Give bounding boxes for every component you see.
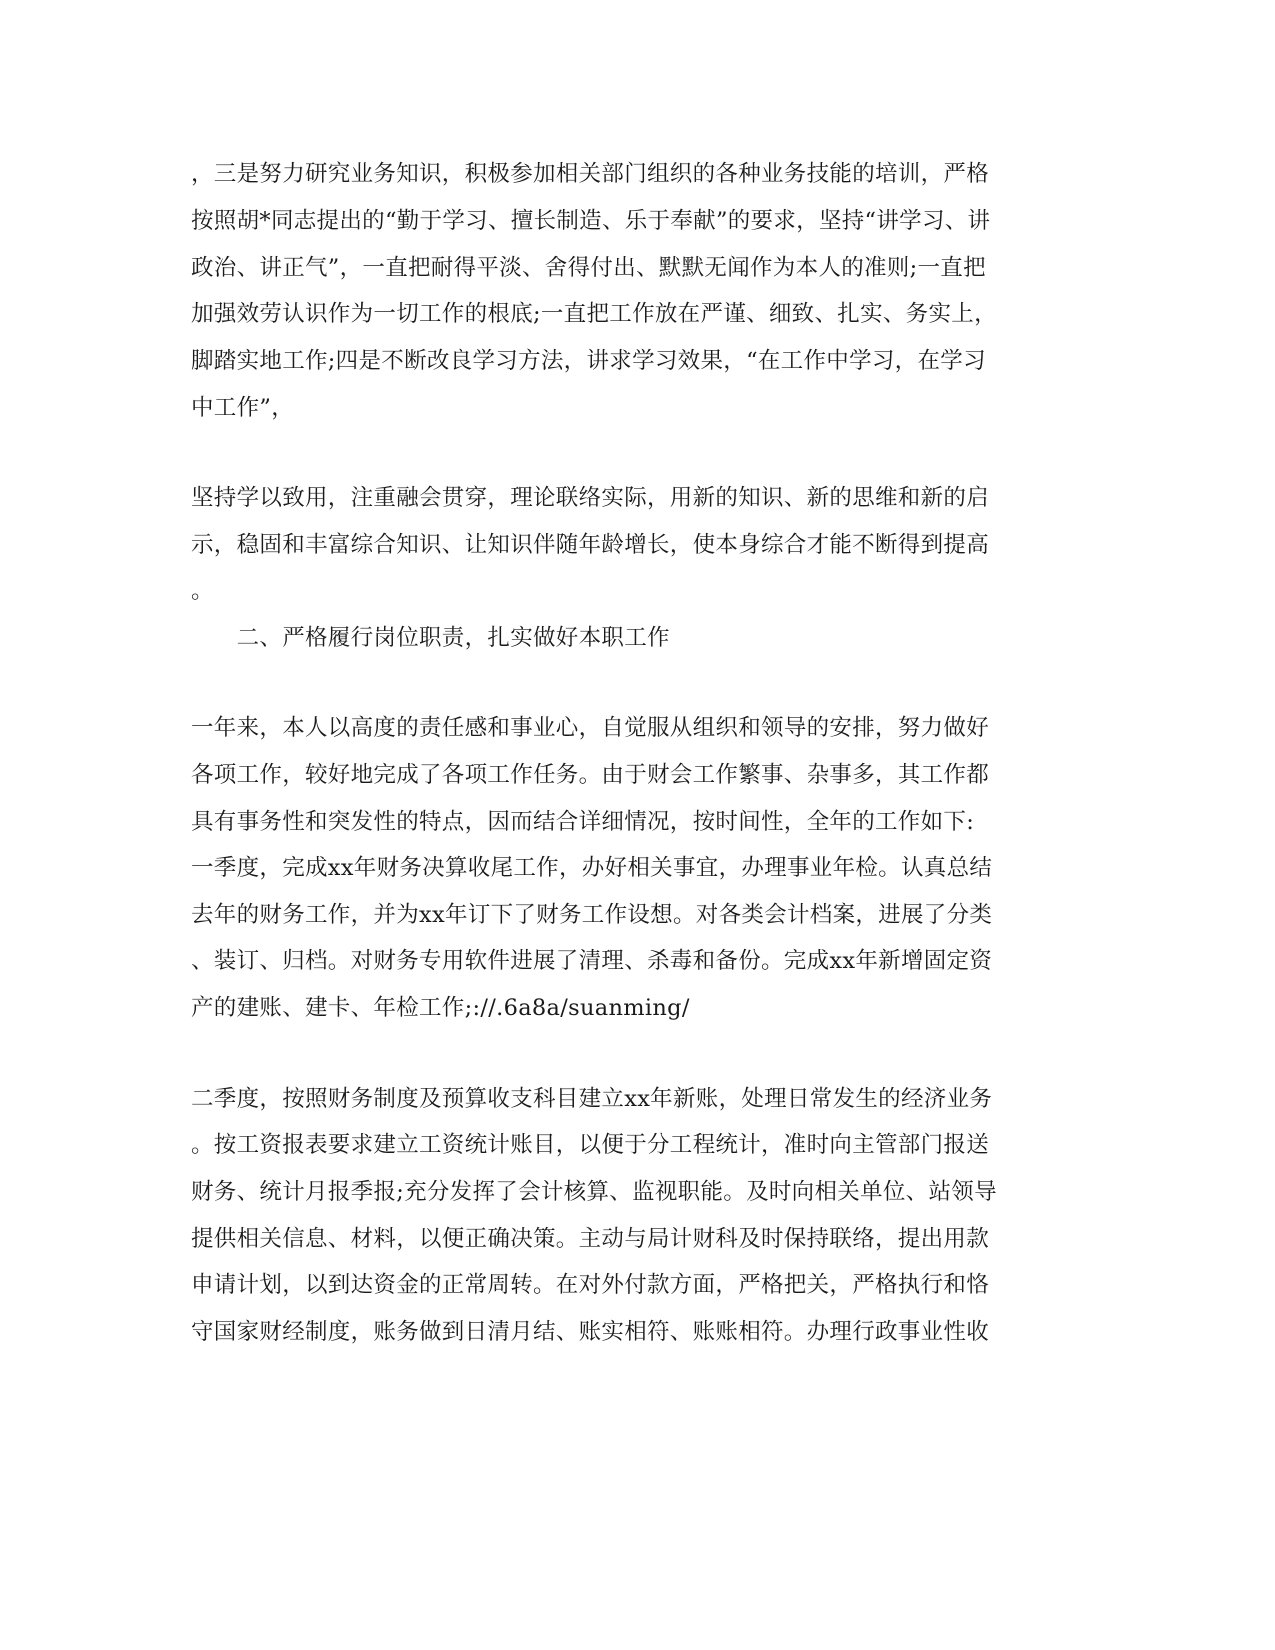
text-line: 产的建账、建卡、年检工作;://.6a8a/suanming/ (191, 995, 690, 1021)
text-line: 申请计划，以到达资金的正常周转。在对外付款方面，严格把关，严格执行和恪 (191, 1272, 990, 1298)
text-line: 政治、讲正气”，一直把耐得平淡、舍得付出、默默无闻作为本人的准则;一直把 (191, 255, 986, 281)
text-line: 各项工作，较好地完成了各项工作任务。由于财会工作繁事、杂事多，其工作都 (191, 762, 990, 788)
text-line: 去年的财务工作，并为xx年订下了财务工作设想。对各类会计档案，进展了分类 (191, 902, 993, 928)
text-line: 。 (191, 578, 214, 604)
text-line: ，三是努力研究业务知识，积极参加相关部门组织的各种业务技能的培训，严格 (191, 161, 990, 187)
text-line: 具有事务性和突发性的特点，因而结合详细情况，按时间性，全年的工作如下: (191, 809, 975, 835)
text-line: 提供相关信息、材料，以便正确决策。主动与局计财科及时保持联络，提出用款 (191, 1226, 990, 1252)
text-line: 中工作”， (191, 395, 295, 421)
text-line: 二季度，按照财务制度及预算收支科目建立xx年新账，处理日常发生的经济业务 (191, 1086, 993, 1112)
text-line: 按照胡*同志提出的“勤于学习、擅长制造、乐于奉献”的要求，坚持“讲学习、讲 (191, 208, 991, 234)
text-line: 守国家财经制度，账务做到日清月结、账实相符、账账相符。办理行政事业性收 (191, 1319, 990, 1345)
section-heading: 二、严格履行岗位职责，扎实做好本职工作 (191, 625, 670, 651)
text-line: 财务、统计月报季报;充分发挥了会计核算、监视职能。及时向相关单位、站领导 (191, 1179, 997, 1205)
text-line: 。按工资报表要求建立工资统计账目，以便于分工程统计，准时向主管部门报送 (191, 1132, 990, 1158)
text-line: 脚踏实地工作;四是不断改良学习方法，讲求学习效果，“在工作中学习，在学习 (191, 348, 986, 374)
text-line: 、装订、归档。对财务专用软件进展了清理、杀毒和备份。完成xx年新增固定资 (191, 948, 993, 974)
text-line: 坚持学以致用，注重融会贯穿，理论联络实际，用新的知识、新的思维和新的启 (191, 485, 990, 511)
text-line: 一季度，完成xx年财务决算收尾工作，办好相关事宜，办理事业年检。认真总结 (191, 855, 993, 881)
text-line: 示，稳固和丰富综合知识、让知识伴随年龄增长，使本身综合才能不断得到提高 (191, 532, 990, 558)
text-line: 一年来，本人以高度的责任感和事业心，自觉服从组织和领导的安排，努力做好 (191, 715, 990, 741)
text-line: 加强效劳认识作为一切工作的根底;一直把工作放在严谨、细致、扎实、务实上， (191, 301, 997, 327)
